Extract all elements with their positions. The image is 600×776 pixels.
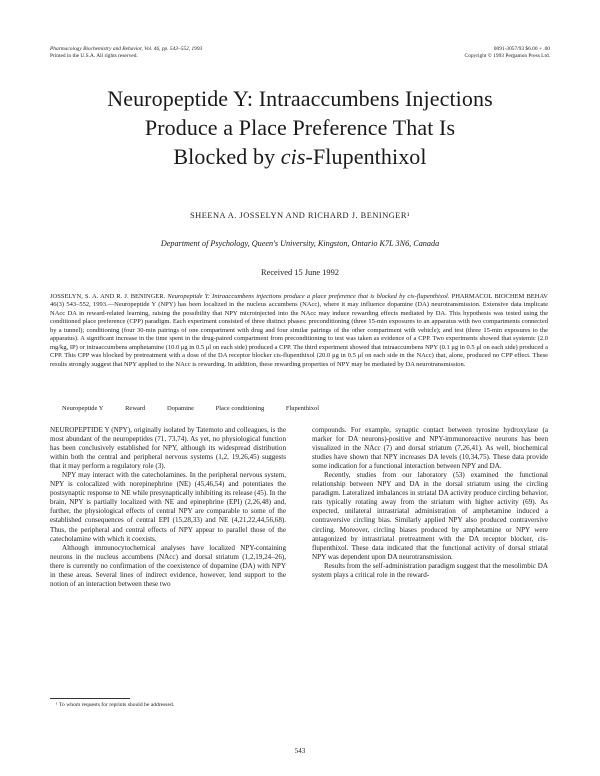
paragraph: compounds. For example, synaptic contact between tyrosine hydroxylase (a marker for DA neurons)-positive and NPY-immunoreactive neurons has been visualized in the NAcc (7) and dorsal striatum (7,26,41). As well, biochemical studies have shown that NPY increases DA levels (10,34,75). These data provide some indication for a functional interaction between NPY and DA. <box>312 426 548 471</box>
journal-header-right <box>400 46 550 60</box>
page-number: 543 <box>294 747 306 755</box>
abstract-text: Neuropeptide Y (NPY) has been localized in the nucleus accumbens (NAcc), where it may influence dopamine (DA) neurotransmission. Extensive data implicate NAcc DA in reward-related learning, raising the possibility that NPY microinjected into the NAcc may induce rewarding effects mediated by DA. This hypothesis was tested using the conditioned place preference (CPP) paradigm. Each experiment consisted of three distinct phases: preconditioning (three 15-min exposures to an apparatus with two compartments connected by a tunnel); conditioning (four 30-min pairings of one compartment with drug and four similar pairings of the other compartment with vehicle); and test (three 15-min exposures to the apparatus). A significant increase in the time spent in the drug-paired compartment from preconditioning to test was taken as evidence of a CPP. Two experiments showed that systemic (2.0 mg/kg, IP) or intraaccumbens amphetamine (10.0 μg in 0.5 μl on each side) produced a CPP. The third experiment showed that intraaccumbens NPY (0.1 μg in 0.5 μl on each side) produced a CPP. This CPP was blocked by pretreatment with a dose of the DA receptor blocker cis-flupenthixol (20.0 μg in 0.5 μl on each side in the NAcc) that, alone, produced no CPP effect. These results strongly suggest that NPY applied to the NAcc is rewarding. In addition, these rewarding properties of NPY may be mediated by DA neurotransmission. <box>50 301 548 368</box>
title-line-3-italic: cis <box>280 144 306 169</box>
issn-line: 0091-3057/93 $6.00 + .00 <box>493 46 550 52</box>
body-column-right <box>312 426 548 580</box>
abstract-citation-journal: PHARMACOL BIOCHEM BEHAV 46(3) 543–552, 1993.— <box>50 293 548 309</box>
title-line-3 <box>40 142 560 171</box>
paragraph: NPY may interact with the catecholamines. In the peripheral nervous system, NPY is colocalized with norepinephrine (NE) (45,46,54) and potentiates the postsynaptic response to NE while presynaptically inhibiting its release (45). In the brain, NPY is partially localized with NE and epinephrine (EPI) (2,26,48) and, further, the physiological effects of central NPY are comparable to some of the established consequences of central EPI (15,28,33) and NE (4,21,22,44,56,68). Thus, the peripheral and central effects of NPY appear to parallel those of the catecholamine with which it coexists. <box>50 471 287 543</box>
footnote-rule <box>50 698 130 699</box>
title-line-1: Neuropeptide Y: Intraaccumbens Injections <box>107 86 493 111</box>
printed-line: Printed in the U.S.A. All rights reserved. <box>50 53 138 59</box>
keyword: Place conditioning <box>215 405 265 412</box>
copyright-line: Copyright © 1993 Pergamon Press Ltd. <box>464 53 550 59</box>
journal-citation-line: Pharmacology Biochemistry and Behavior, Vol. 46, pp. 543–552, 1993 <box>50 46 203 52</box>
paragraph: Although immunocytochemical analyses have localized NPY-containing neurons in the nucleus accumbens (NAcc) and dorsal striatum (1,2,19,24–26), there is currently no confirmation of the coexistence of dopamine (DA) with NPY in these areas. Several lines of indirect evidence, however, lend support to the notion of an interaction between these two <box>50 543 286 588</box>
paragraph: Results from the self-administration paradigm suggest that the mesolimbic DA system plays a critical role in the reward- <box>312 561 548 579</box>
keyword: Neuropeptide Y <box>62 405 104 412</box>
authors: SHEENA A. JOSSELYN AND RICHARD J. BENINGER¹ <box>190 211 410 220</box>
keyword: Dopamine <box>166 405 195 412</box>
body-column-left <box>50 426 286 589</box>
abstract <box>50 293 548 369</box>
affiliation: Department of Psychology, Queen's University, Kingston, Ontario K7L 3N6, Canada <box>160 239 440 248</box>
abstract-citation-title: Neuropeptide Y: Intraaccumbens injections produce a place preference that is blocked by cis-flupenthixol. <box>167 293 450 300</box>
keywords <box>62 405 552 412</box>
paper-title <box>40 84 560 171</box>
title-line-3-pre: Blocked by <box>173 144 281 169</box>
paragraph: NEUROPEPTIDE Y (NPY), originally isolated by Tatemoto and colleagues, is the most abundant of the neuropeptides (71, 73,74). As yet, no physiological function has been conclusively established for NPY, although its widespread distribution within both the central and peripheral nervous systems (1,2, 19,26,45) suggests that it may perform a regulatory role (3). <box>50 426 286 471</box>
footnote: ¹ To whom requests for reprints should be addressed. <box>56 702 175 708</box>
keyword: Reward <box>125 405 146 412</box>
journal-header-left <box>50 46 290 60</box>
received-date: Received 15 June 1992 <box>261 268 339 277</box>
title-line-2: Produce a Place Preference That Is <box>144 115 456 140</box>
paragraph: Recently, studies from our laboratory (53) examined the functional relationship between NPY and DA in the dorsal striatum using the circling paradigm. Lateralized imbalances in striatal DA activity produce circling behavior, rats typically rotating away from the striatum with higher activity (69). As expected, unilateral intrastriatal administration of amphetamine induced a contraversive circling bias. Similarly applied NPY also produced contraversive circling. Moreover, circling biases produced by amphetamine or NPY were antagonized by intrastriatal pretreatment with the DA receptor blocker, cis-flupenthixol. These data indicated that the functional activity of dorsal striatal NPY was dependent upon DA neurotransmission. <box>312 471 548 561</box>
title-line-3-post: -Flupenthixol <box>305 144 427 169</box>
abstract-citation-authors: JOSSELYN, S. A. AND R. J. BENINGER. <box>50 293 166 300</box>
keyword: Flupenthixol <box>285 405 320 412</box>
